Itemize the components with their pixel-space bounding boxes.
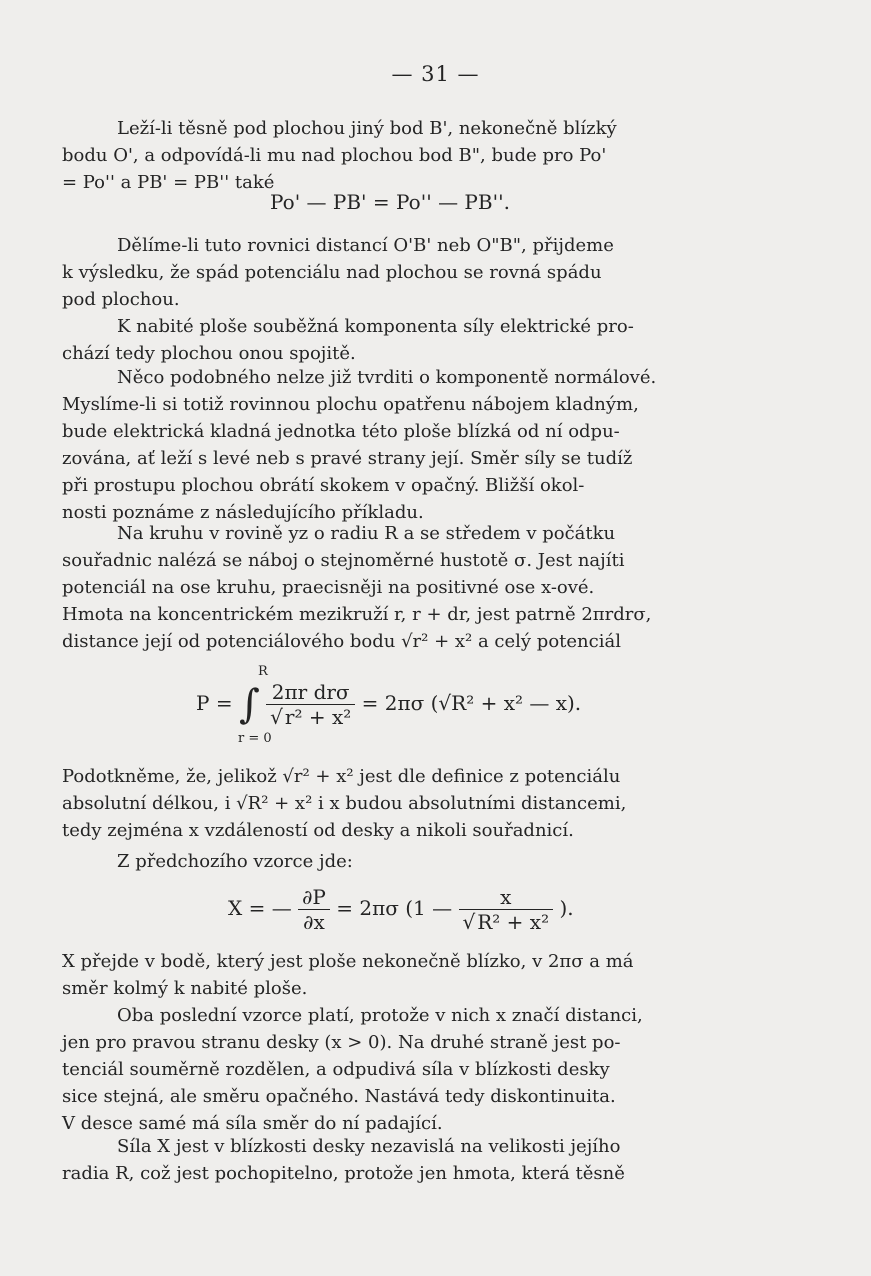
text-line: Hmota na koncentrickém mezikruží r, r + dr, jest patrně 2πrdrσ, (62, 604, 652, 625)
eq3-lhs: X = — (228, 896, 292, 920)
text-line: Leží-li těsně pod plochou jiný bod B', nekonečně blízký (117, 118, 617, 139)
text-line: V desce samé má síla směr do ní padající. (62, 1113, 443, 1134)
eq2-rhs: = 2πσ (√R² + x² — x). (361, 691, 582, 715)
equation-2 (196, 680, 581, 729)
eq3-fraction-1 (298, 885, 330, 934)
paragraph-4 (62, 364, 727, 526)
text-line: Něco podobného nelze již tvrditi o komponentě normálové. (117, 367, 657, 388)
text-line: směr kolmý k nabité ploše. (62, 978, 308, 999)
text-line: nosti poznáme z následujícího příkladu. (62, 502, 424, 523)
text-line: souřadnic nalézá se náboj o stejnoměrné hustotě σ. Jest najíti (62, 550, 625, 571)
text-line: tenciál souměrně rozdělen, a odpudivá síla v blízkosti desky (62, 1059, 610, 1080)
eq2-numerator: 2πr drσ (266, 680, 355, 705)
text-line: pod plochou. (62, 289, 180, 310)
equation-3 (228, 885, 574, 934)
text-line: bodu O', a odpovídá-li mu nad plochou bod B", bude pro Po' (62, 145, 607, 166)
text-line: tedy zejména x vzdáleností od desky a nikoli souřadnicí. (62, 820, 574, 841)
eq3-denominator-1: ∂x (303, 910, 325, 934)
eq3-numerator-2: x (459, 885, 554, 910)
text-line: radia R, což jest pochopitelno, protože jen hmota, která těsně (62, 1163, 625, 1184)
text-line: absolutní délkou, i √R² + x² i x budou absolutními distancemi, (62, 793, 627, 814)
paragraph-10 (62, 1133, 727, 1187)
text-line: Z předchozího vzorce jde: (117, 851, 353, 872)
text-line: k výsledku, že spád potenciálu nad plochou se rovná spádu (62, 262, 602, 283)
text-line: Podotkněme, že, jelikož √r² + x² jest dle definice z potenciálu (62, 766, 621, 787)
text-line: Myslíme-li si totiž rovinnou plochu opatřenu nábojem kladným, (62, 394, 639, 415)
integral-sign: ∫ (238, 681, 260, 728)
integral-lower-limit: r = 0 (238, 731, 272, 746)
eq3-numerator-1: ∂P (298, 885, 330, 910)
paragraph-5 (62, 520, 727, 655)
text-line: Dělíme-li tuto rovnici distancí O'B' neb O"B", přijdeme (117, 235, 614, 256)
eq2-lhs: P = (196, 691, 233, 715)
text-line: X přejde v bodě, který jest ploše nekonečně blízko, v 2πσ a má (62, 951, 634, 972)
text-line: chází tedy plochou onou spojitě. (62, 343, 356, 364)
text-line: K nabité ploše souběžná komponenta síly elektrické pro- (117, 316, 634, 337)
integral-upper-limit: R (258, 664, 268, 679)
paragraph-7 (62, 848, 727, 875)
text-line: sice stejná, ale směru opačného. Nastává tedy diskontinuita. (62, 1086, 616, 1107)
eq2-denominator: √ r² + x² (270, 705, 352, 729)
text-line: bude elektrická kladná jednotka této ploše blízká od ní odpu- (62, 421, 620, 442)
eq3-end: ). (559, 896, 574, 920)
paragraph-8 (62, 948, 727, 1002)
text-line: potenciál na ose kruhu, praecisněji na positivné ose x-ové. (62, 577, 595, 598)
eq3-fraction-2 (459, 885, 554, 934)
text-line: jen pro pravou stranu desky (x > 0). Na druhé straně jest po- (62, 1032, 621, 1053)
text-line: zována, ať leží s levé neb s pravé strany její. Směr síly se tudíž (62, 448, 633, 469)
paragraph-6 (62, 763, 727, 844)
paragraph-3 (62, 313, 727, 367)
text-line: Oba poslední vzorce platí, protože v nich x značí distanci, (117, 1005, 643, 1026)
text-line: při prostupu plochou obrátí skokem v opačný. Bližší okol- (62, 475, 585, 496)
text-line: Síla X jest v blízkosti desky nezavislá na velikosti jejího (117, 1136, 621, 1157)
eq3-denominator-2: √ R² + x² (462, 910, 550, 934)
text-line: Na kruhu v rovině yz o radiu R a se středem v počátku (117, 523, 616, 544)
equation-1: Po' — PB' = Po'' — PB''. (270, 190, 510, 214)
paragraph-1 (62, 115, 727, 196)
eq3-radicand: R² + x² (477, 910, 550, 934)
paragraph-2 (62, 232, 727, 313)
text-line: = Po'' a PB' = PB'' také (62, 172, 275, 193)
page-number: — 31 — (391, 62, 480, 86)
eq2-radicand: r² + x² (284, 705, 352, 729)
eq3-mid: = 2πσ (1 — (336, 896, 453, 920)
eq2-fraction (266, 680, 355, 729)
text-line: distance její od potenciálového bodu √r² + x² a celý potenciál (62, 631, 621, 652)
paragraph-9 (62, 1002, 727, 1137)
